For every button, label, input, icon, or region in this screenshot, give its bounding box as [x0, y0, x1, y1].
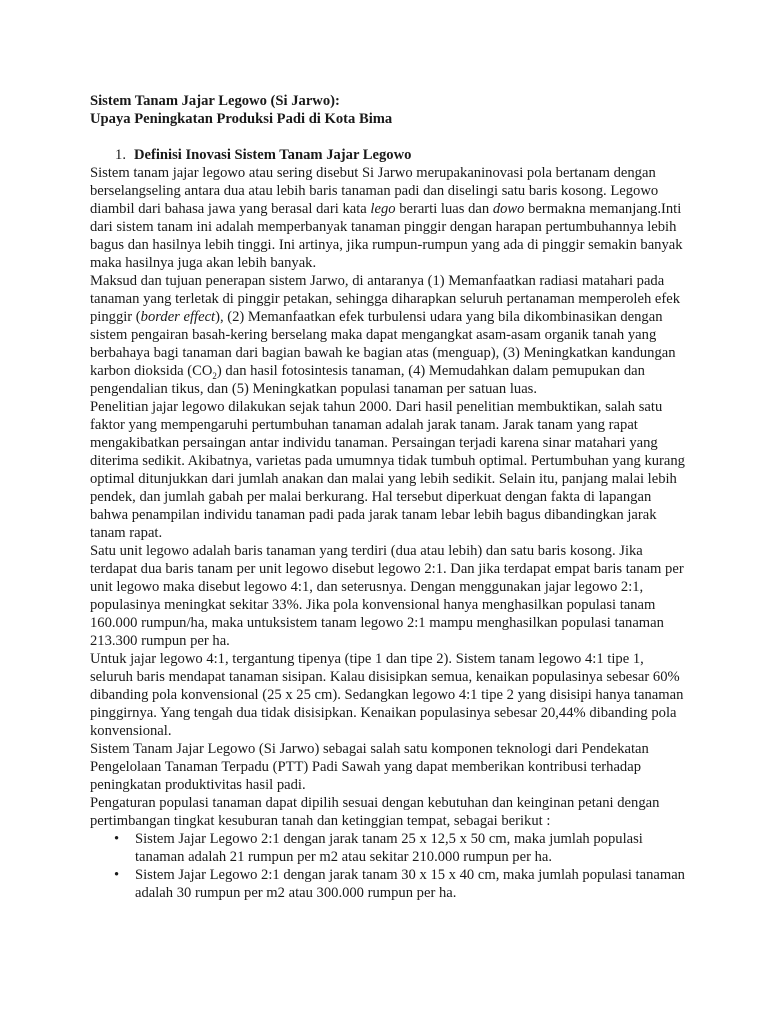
section-title: Definisi Inovasi Sistem Tanam Jajar Legowo — [134, 147, 412, 163]
paragraph-text: Sistem tanam jajar legowo atau sering disebut Si Jarwo merupakaninovasi pola bertanam dengan berselangseling antara dua atau lebih baris tanaman padi dan diselingi satu baris kosong. Legowo diambil dari bahasa jawa yang berasal dari kata — [90, 165, 659, 217]
list-item — [90, 866, 685, 902]
paragraph-ptt: Sistem Tanam Jajar Legowo (Si Jarwo) sebagai salah satu komponen teknologi dari Pendekatan Pengelolaan Tanaman Terpadu (PTT) Padi Sawah yang dapat memberikan kontribusi terhadap peningkatan produktivitas hasil padi. — [90, 741, 649, 793]
list-item — [90, 830, 685, 866]
list-item-text: Sistem Jajar Legowo 2:1 dengan jarak tanam 30 x 15 x 40 cm, maka jumlah populasi tanaman adalah 30 rumpun per m2 atau 300.000 rumpun per ha. — [135, 867, 685, 901]
paragraph-purpose — [90, 272, 685, 398]
paragraph-text: Maksud dan tujuan penerapan sistem Jarwo, di antaranya (1) Memanfaatkan radiasi matahari pada tanaman yang terletak di pinggir petakan, sehingga diharapkan seluruh pertanaman memperoleh efek pinggir ( — [90, 273, 681, 325]
paragraph-text: ) dan hasil fotosintesis tanaman, (4) Memudahkan dalam pemupukan dan pengendalian tikus, dan (5) Meningkatkan populasi tanaman per satuan luas. — [90, 363, 645, 397]
italic-term: border effect — [140, 309, 216, 325]
paragraph-unit-legowo: Satu unit legowo adalah baris tanaman yang terdiri (dua atau lebih) dan satu baris kosong. Jika terdapat dua baris tanam per unit legowo disebut legowo 2:1. Dan jika terdapat empat baris tanam per unit legowo maka disebut legowo 4:1, dan seterusnya. Dengan menggunakan jajar legowo 2:1, populasinya meningkat sekitar 33%. Jika pola konvensional hanya menghasilkan populasi tanam 160.000 rumpun/ha, maka untuksistem tanam legowo 2:1 mampu menghasilkan populasi tanaman 213.300 rumpun per ha. — [90, 543, 684, 649]
bullet-icon: • — [114, 831, 120, 847]
paragraph-research: Penelitian jajar legowo dilakukan sejak tahun 2000. Dari hasil penelitian membuktikan, salah satu faktor yang mempengaruhi pertumbuhan tanaman adalah jarak tanam. Jarak tanam yang rapat mengakibatkan persaingan antar individu tanaman. Persaingan terjadi karena sinar matahari yang diterima sedikit. Akibatnya, varietas pada umumnya tidak tumbuh optimal. Pertumbuhan yang kurang optimal ditunjukkan dari jumlah anakan dan malai yang lebih sedikit. Selain itu, panjang malai lebih pendek, dan jumlah gabah per malai berkurang. Hal tersebut diperkuat dengan fakta di lapangan bahwa penampilan individu tanaman padi pada jarak tanam lebar lebih bagus dibandingkan jarak tanam rapat. — [90, 399, 685, 541]
list-item-text: Sistem Jajar Legowo 2:1 dengan jarak tanam 25 x 12,5 x 50 cm, maka jumlah populasi tanaman adalah 21 rumpun per m2 atau sekitar 210.000 rumpun per ha. — [135, 831, 643, 865]
subscript: 2 — [212, 370, 217, 381]
italic-term: lego — [370, 201, 396, 217]
section-heading — [90, 146, 685, 164]
paragraph-text: berarti luas dan — [395, 201, 493, 217]
bullet-icon: • — [114, 867, 120, 883]
paragraph-population: Pengaturan populasi tanaman dapat dipilih sesuai dengan kebutuhan dan keinginan petani dengan pertimbangan tingkat kesuburan tanah dan ketinggian tempat, sebagai berikut : — [90, 795, 660, 829]
paragraph-text: ), (2) Memanfaatkan efek turbulensi udara yang bila dikombinasikan dengan sistem pengairan basah-kering berselang maka dapat mengangkat asam-asam organik tanah yang berbahaya bagi tanaman dari bagian bawah ke bagian atas (menguap), (3) Meningkatkan kandungan karbon dioksida (CO — [90, 309, 676, 379]
paragraph-text: bermakna memanjang.Inti dari sistem tanam ini adalah memperbanyak tanaman pinggir dengan harapan pertumbuhannya lebih bagus dan hasilnya lebih tinggi. Ini artinya, jika rumpun-rumpun yang ada di pinggir semakin banyak maka hasilnya juga akan lebih banyak. — [90, 201, 683, 271]
document-title-line1: Sistem Tanam Jajar Legowo (Si Jarwo): — [90, 93, 340, 109]
document-page — [90, 92, 685, 902]
section-number: 1. — [115, 147, 126, 163]
paragraph-legowo-4-1: Untuk jajar legowo 4:1, tergantung tipenya (tipe 1 dan tipe 2). Sistem tanam legowo 4:1 tipe 1, seluruh baris mendapat tanaman sisipan. Kalau disisipkan semua, kenaikan populasinya sebesar 60% dibanding pola konvensional (25 x 25 cm). Sedangkan legowo 4:1 tipe 2 yang disisipi hanya tanaman pinggirnya. Yang tengah dua tidak disisipkan. Kenaikan populasinya sebesar 20,44% dibanding pola konvensional. — [90, 651, 684, 739]
bullet-list — [90, 830, 685, 902]
document-title-line2: Upaya Peningkatan Produksi Padi di Kota Bima — [90, 111, 393, 127]
italic-term: dowo — [492, 201, 525, 217]
paragraph-definition — [90, 164, 685, 272]
